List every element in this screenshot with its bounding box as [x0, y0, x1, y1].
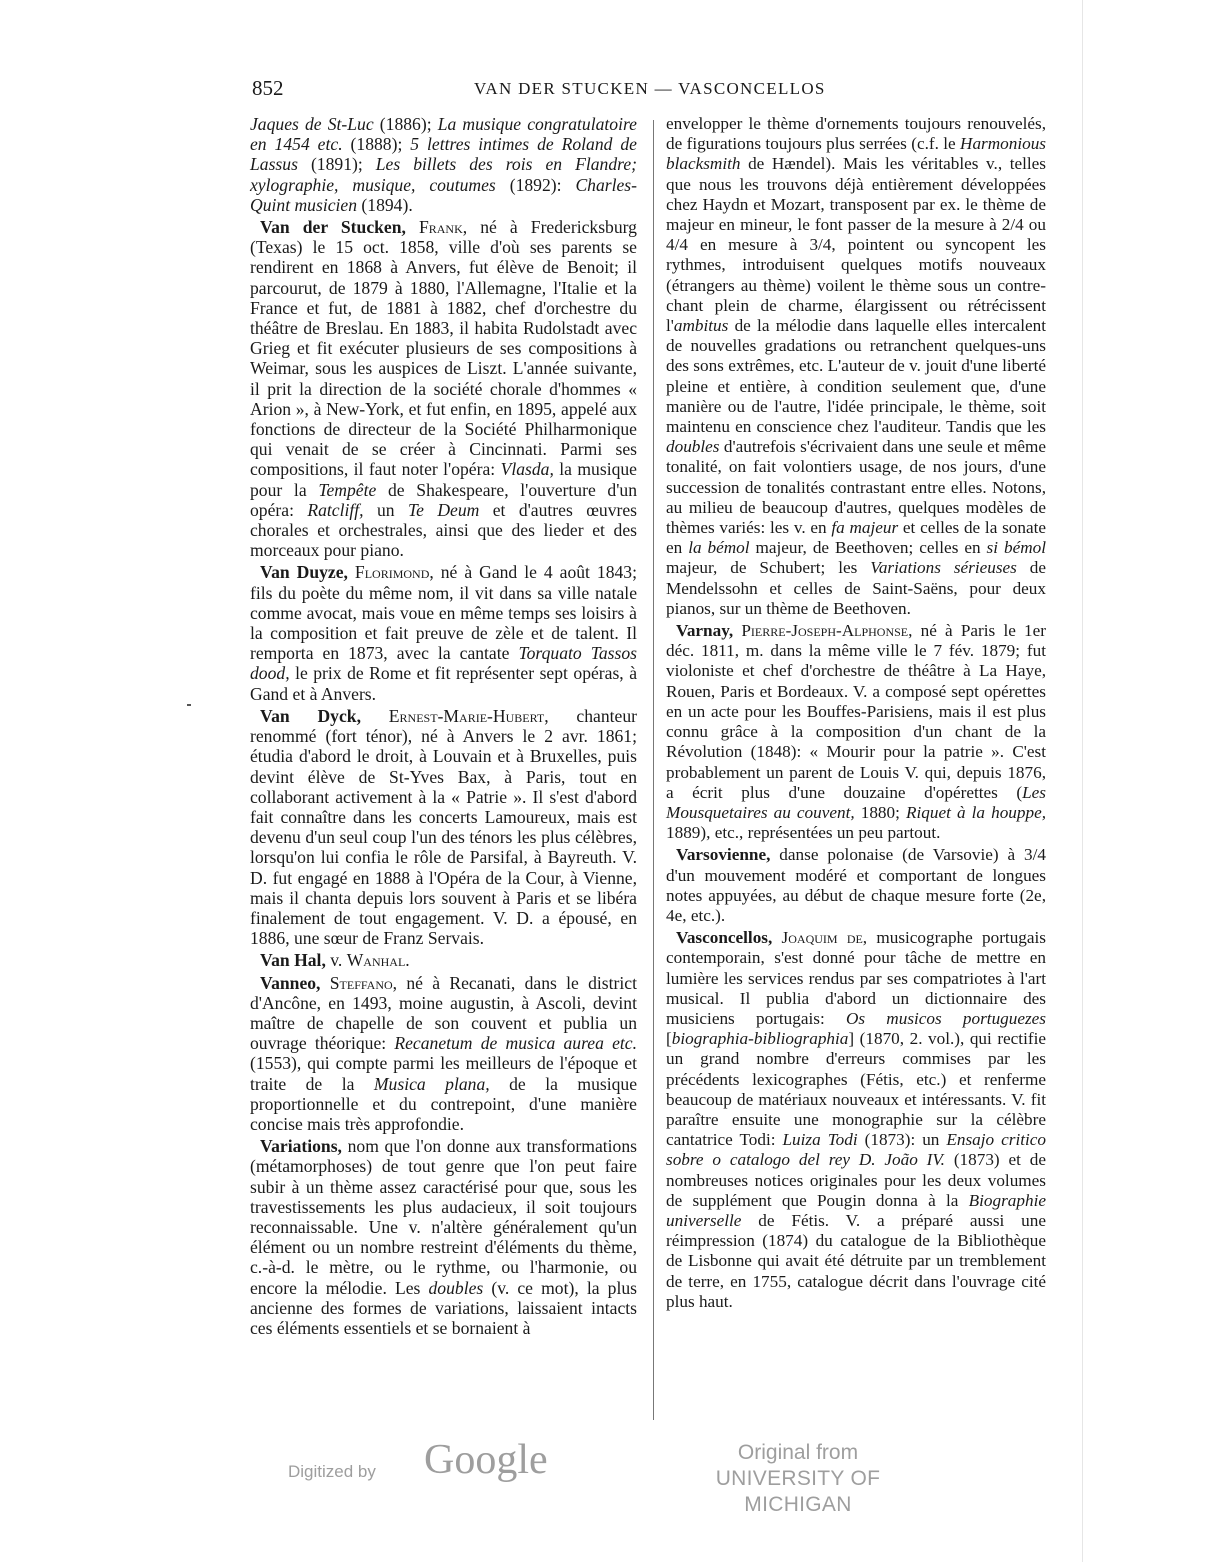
entry-text: (1873): un — [857, 1130, 947, 1150]
work-title: Luiza Todi — [782, 1130, 858, 1150]
entry-headword: Varsovienne, — [676, 845, 771, 865]
work-title: Jaques de St-Luc — [250, 114, 374, 134]
entry-text: danse polonaise (de Varsovie) à 3/4 d'un mouvement modéré et comportant de longues notes appuyées, au début de chaque mesure forte (2e, 4e, etc.). — [666, 845, 1046, 925]
term-italic: doubles — [666, 437, 720, 457]
entry-text: (1891); — [297, 154, 376, 175]
page-header — [252, 76, 892, 104]
entry-text: de Fétis. V. a préparé aussi une réimpression (1874) du catalogue de la Bibliothèque de Lisbonne qui avait été détruite par un tremblement de terre, en 1755, catalogue décrit dans l'ouvrage cité plus haut. — [666, 1210, 1046, 1311]
work-title: 5 lettres intimes de Roland de Lassus — [250, 134, 637, 175]
margin-mark — [187, 704, 191, 706]
work-title: La musique congratulatoire en 1454 etc. — [250, 114, 637, 155]
original-from-label: Original from — [737, 1441, 859, 1464]
entry-text: majeur, de Schubert; les — [666, 558, 871, 578]
entry-vasconcellos — [666, 928, 1046, 1312]
term-italic: doubles — [428, 1277, 484, 1298]
entry-headword: Vasconcellos, — [676, 928, 773, 948]
entry-forename: Steffano, — [320, 972, 398, 993]
entry-headword: Vanneo, — [260, 972, 321, 993]
entry-forename: Pierre-Joseph-Alphonse, — [733, 621, 913, 641]
entry-text: v. — [325, 950, 347, 971]
entry-vanneo — [250, 973, 637, 1135]
work-title: Te Deum — [407, 499, 480, 520]
work-title: Recanetum de musica aurea etc. — [394, 1033, 637, 1054]
entry-text: chanteur renommé (fort ténor), né à Anvers le 2 avr. 1861; étudia d'abord le droit, à Louvain et à Bruxelles, puis devint élève de St-Yves Bax, à Paris, tout en collaborant activement à la « Patrie ». Il s'est d'abord fait connaître dans les concerts Lamoureux, mais est devenu d'un seul coup l'un des ténors les plus célèbres, lorsqu'on lui confia le rôle de Parsifal, à Bayreuth. V. D. fut engagé en 1888 à l'Opéra de la Cour, à Vienne, mais il chanta depuis lors souvent à Paris et se libéra finalement de tout engagement. V. D. a épousé, en 1886, une sœur de Franz Servais. — [250, 705, 637, 949]
key-name: fa majeur — [831, 518, 899, 538]
entry-forename: Ernest-Marie-Hubert, — [360, 705, 549, 726]
entry-text: un — [363, 499, 408, 520]
page-edge — [1082, 0, 1083, 1562]
work-title: Torquato Tassos dood, — [250, 643, 637, 684]
entry-text: né à Gand le 4 août 1843; fils du poète du même nom, il vit dans sa ville natale comme avocat, mais voue en même temps ses loisirs à la composition et fait preuve de zèle et de talent. Il remporta en 1873, avec la cantate — [250, 562, 637, 664]
entry-varnay — [666, 621, 1046, 843]
entry-text: né à Paris le 1er déc. 1811, m. dans la même ville le 7 fév. 1879; fut violoniste et chef d'orchestre de théâtre à La Haye, Rouen, Paris et Bordeaux. V. a composé sept opérettes en un acte pour les Bouffes-Parisiens, mais il est plus connu grâce à la composition d'un chant de la Révolution (1848): « Mourir pour la patrie ». C'est probablement un parent de Louis V. qui, depuis 1876, a écrit plus d'une douzaine d'opérettes ( — [666, 621, 1046, 802]
entry-text: de la mélodie dans laquelle elles intercalent de nouvelles gradations ou retranchent quelques-uns des sons extrêmes, etc. L'auteur de v. jouit d'une liberté pleine et entière, à condition seulement que, d'une manière ou de l'autre, l'idée principale, le thème, soit maintenu en conscience chez l'auditeur. Tandis que les — [666, 316, 1046, 437]
entry-headword: Van Dyck, — [260, 705, 361, 726]
entry-forename: Florimond, — [347, 562, 434, 583]
work-title: Charles-Quint musicien — [250, 174, 638, 215]
google-logo: Google — [424, 1437, 548, 1483]
entry-varsovienne — [666, 845, 1046, 926]
entry-forename: Joaquim de, — [772, 928, 868, 948]
entry-van-dyck — [250, 706, 637, 948]
work-title: biographia-bibliographia — [671, 1029, 849, 1049]
work-title: Tempête — [318, 479, 377, 500]
work-title: Musica plana, — [373, 1073, 490, 1094]
left-column — [250, 114, 637, 1338]
entry-text: de la musique proportionnelle et du contrepoint, d'une manière concise mais très approfondie. — [250, 1073, 637, 1134]
entry-text: envelopper le thème d'ornements toujours renouvelés, de figurations toujours plus serrées (c.f. le — [666, 114, 1046, 154]
entry-continuation — [250, 114, 637, 215]
entry-text: et celles de la sonate en — [666, 518, 1046, 558]
entry-text: né à Fredericksburg (Texas) le 15 oct. 1858, ville d'où ses parents se rendirent en 1868 à Anvers, fut élève de Benoit; il parcourut, de 1879 à 1880, l'Allemagne, l'Italie et la France et fut, de 1881 à 1882, chef d'orchestre du théâtre de Breslau. En 1883, il habita Rudolstadt avec Grieg et fit exécuter plusieurs de ses compositions à Weimar, sous les auspices de Liszt. L'année suivante, il prit la direction de la société chorale d'hommes « Arion », à New-York, et fut enfin, en 1895, appelé aux fonctions de directeur de la Société Philharmonique qui venait de se créer à Cincinnati. Parmi ses compositions, il faut noter l'opéra: — [250, 217, 637, 480]
entry-variations-continued — [666, 114, 1046, 619]
entry-headword: Variations, — [260, 1136, 342, 1157]
entry-text: de Hændel). Mais les véritables v., telles que nous les trouvons déjà entièrement développées chez Haydn et Mozart, transposent par ex. le thème de majeur en mineur, le font passer de la mesure à 2/4 ou 4/4 en mesure à 3/4, pointent ou syncopent les rythmes, introduisent quelques motifs nouveaux (étrangers au thème) voilent le thème sous un contre-chant plein de charme, élargissent ou rétrécissent l' — [666, 154, 1046, 336]
entry-van-hal — [250, 950, 637, 970]
digitized-by-label: Digitized by — [288, 1462, 376, 1481]
entry-text: né à Recanati, dans le district d'Ancône, en 1493, moine augustin, à Ascoli, devint maître de chapelle de son couvent et publia un ouvrage théorique: — [250, 972, 637, 1054]
work-title: Les Mousquetaires au couvent, — [666, 782, 1046, 822]
digitized-by-google-watermark — [288, 1436, 578, 1496]
entry-van-duyze — [250, 562, 637, 703]
key-name: la bémol — [688, 538, 750, 558]
entry-text: de Mendelssohn et celles de Saint-Saëns, pour deux pianos, sur un thème de Beethoven. — [666, 558, 1046, 618]
entry-headword: Varnay, — [676, 621, 734, 641]
entry-headword: Van der Stucken, — [260, 217, 406, 238]
entry-text: 1880; — [854, 802, 906, 822]
entry-text: majeur, de Beethoven; celles en — [749, 538, 987, 558]
entry-text: musicographe portugais contemporain, s'est donné pour tâche de mettre en lumière les services rendus par ses compatriotes à l'art musical. Il publia d'abord un dictionnaire des musiciens portugais: — [666, 928, 1046, 1028]
entry-forename: Frank, — [405, 217, 468, 238]
running-title: VAN DER STUCKEN — VASCONCELLOS — [474, 79, 826, 98]
entry-text: (1553), qui compte parmi les meilleurs de l'époque et traite de la — [250, 1053, 637, 1094]
work-title: Vlasda, — [500, 459, 554, 480]
university-label: UNIVERSITY OF MICHIGAN — [715, 1467, 881, 1516]
entry-text: de Shakespeare, l'ouverture d'un opéra: — [250, 479, 637, 520]
entry-text: nom que l'on donne aux transformations (métamorphoses) de tout genre que l'on peut faire subir à un thème assez caractérisé pour que, sous les travestissements les plus audacieux, il soit toujours reconnaissable. Une v. n'altère généralement qu'un élément ou un nombre restreint d'éléments du thème, c.-à-d. le mètre, ou le rythme, ou l'harmonie, ou encore la mélodie. Les — [250, 1136, 637, 1298]
work-title: Variations sérieuses — [870, 558, 1017, 578]
page-number: 852 — [252, 76, 284, 100]
work-title: Os musicos portuguezes — [845, 1008, 1046, 1028]
entry-text: et d'autres œuvres chorales et orchestrales, ainsi que des lieder et des morceaux pour piano. — [250, 499, 638, 561]
column-divider — [653, 120, 654, 1420]
entry-headword: Van Duyze, — [260, 562, 348, 583]
entry-text: la musique pour la — [250, 459, 637, 500]
entry-variations — [250, 1136, 637, 1338]
entry-text: (1873) et de nombreuses notices originales pour les deux volumes de supplément que Pougin donna à la — [666, 1150, 1046, 1210]
work-title: Harmonious blacksmith — [666, 134, 1046, 174]
entry-text: le prix de Rome et fit représenter sept opéras, à Gand et à Anvers. — [250, 663, 637, 704]
entry-text: d'autrefois s'écrivaient dans une seule et même tonalité, on fait volontiers usage, de nos jours, d'une succession de tonalités contrastant entre elles. Notons, au milieu de beaucoup d'autres, quelques modèles de thèmes variés: les v. en — [666, 437, 1046, 538]
entry-van-der-stucken — [250, 217, 637, 560]
work-title: Ensajo critico sobre o catalogo del rey D. João IV. — [666, 1130, 1046, 1170]
work-title: Les billets des rois en Flandre; xylographie, musique, coutumes — [250, 154, 637, 195]
entry-text: (1892): — [495, 174, 576, 195]
entry-headword: Van Hal, — [260, 950, 326, 971]
key-name: si bémol — [986, 538, 1046, 558]
entry-text: (1886); — [373, 114, 438, 134]
entry-text: [ — [666, 1029, 672, 1049]
work-title: Ratcliff, — [307, 499, 364, 520]
right-column — [666, 114, 1046, 1312]
work-title: Biographie universelle — [666, 1190, 1046, 1230]
cross-reference: Wanhal. — [346, 950, 410, 971]
original-from-watermark — [668, 1440, 928, 1516]
entry-text: (v. ce mot), la plus ancienne des formes de variations, laissaient intacts ces éléments essentiels et se bornaient à — [250, 1277, 637, 1338]
entry-text: (1888); — [342, 134, 411, 155]
work-title: Riquet à la houppe, — [905, 802, 1046, 822]
entry-text: (1894). — [357, 194, 413, 215]
entry-text: 1889), etc., représentées un peu partout. — [666, 823, 941, 843]
entry-text: ] (1870, 2. vol.), qui rectifie un grand nombre d'erreurs commises par les précédents lexicographes (Fétis, etc.) et renferme beaucoup de matériaux nouveaux et intéressants. V. fit paraître ensuite une monographie sur la célèbre cantatrice Todi: — [666, 1029, 1046, 1150]
term-italic: ambitus — [673, 316, 729, 336]
